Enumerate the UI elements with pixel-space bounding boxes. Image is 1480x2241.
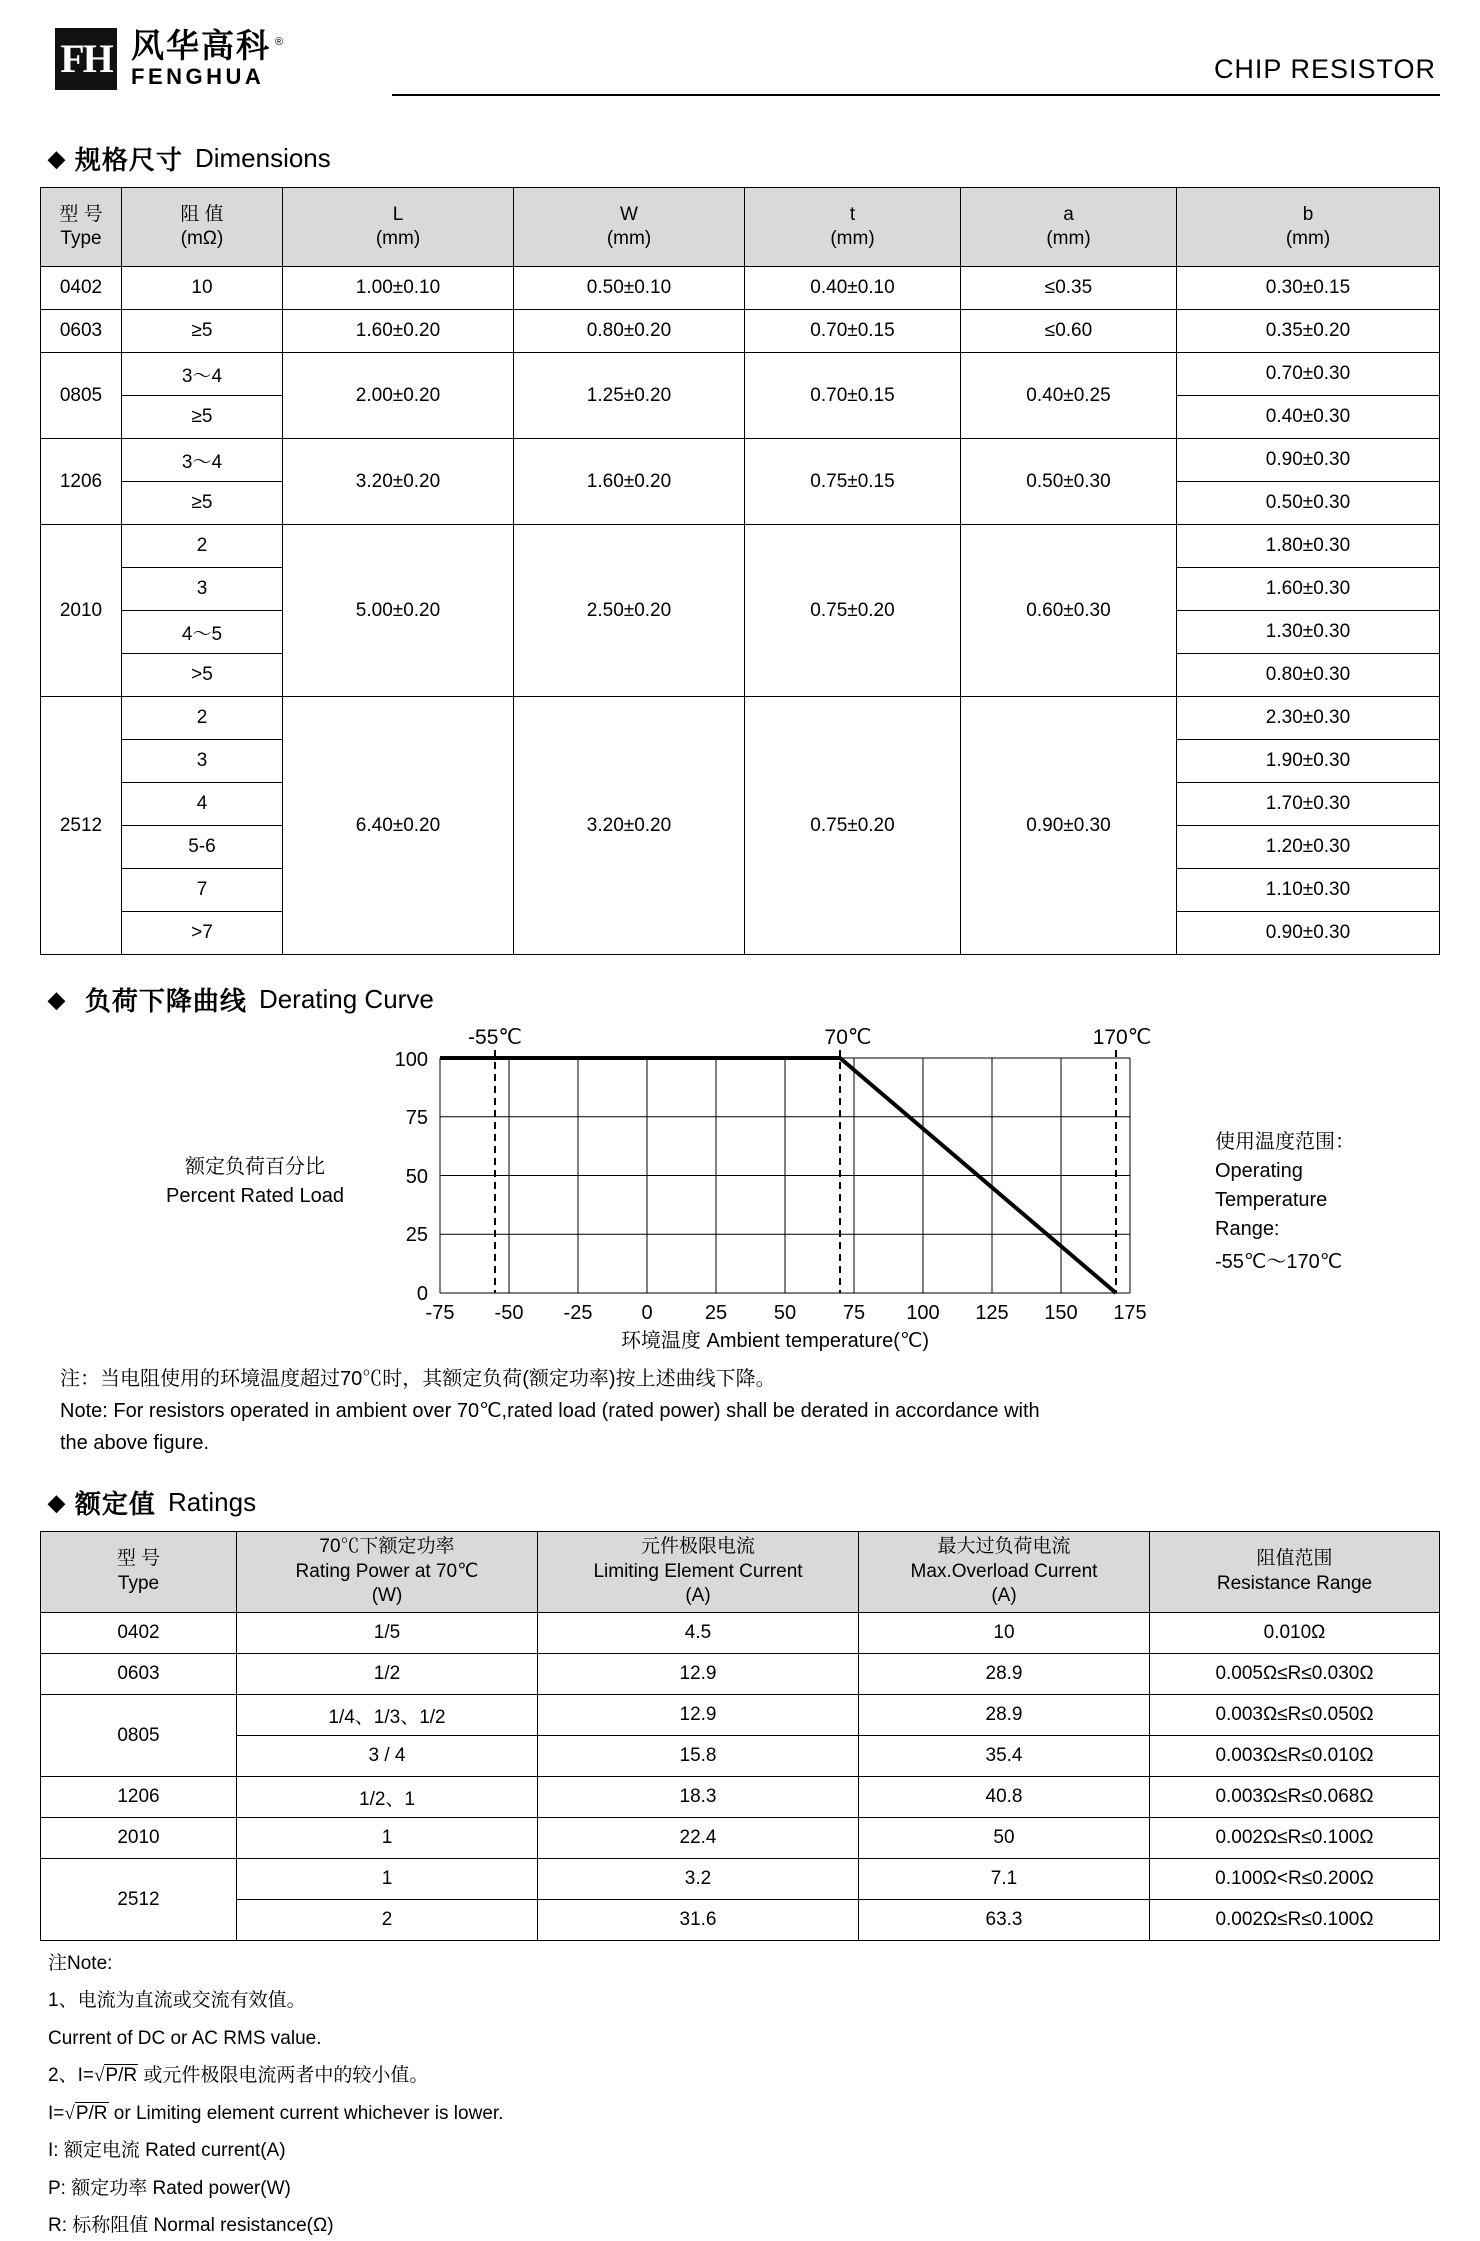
cell-b: 1.20±0.30	[1177, 826, 1440, 869]
cell-t: 0.75±0.20	[745, 697, 961, 955]
col-type: 型 号 Type	[41, 1532, 237, 1613]
cell-type: 0402	[41, 267, 122, 310]
dimensions-title-cn: 规格尺寸	[74, 145, 183, 175]
svg-text:25: 25	[704, 1302, 728, 1324]
brand-logo	[55, 28, 285, 90]
cell-b: 1.80±0.30	[1177, 525, 1440, 568]
cell-L: 2.00±0.20	[283, 353, 514, 439]
registered-mark: ®	[275, 35, 286, 48]
cell-resistance: >7	[122, 912, 283, 955]
col-t: t (mm)	[745, 188, 961, 267]
svg-text:25: 25	[405, 1224, 428, 1246]
col-b: b (mm)	[1177, 188, 1440, 267]
cell-resistance: ≥5	[122, 396, 283, 439]
cell-resistance: 2	[122, 697, 283, 740]
derating-note-en1: Note: For resistors operated in ambient over 70℃,rated load (rated power) shall be derated in accordance with	[60, 1400, 1040, 1422]
cell-a: 0.50±0.30	[961, 439, 1177, 525]
page-header	[40, 18, 1440, 114]
cell-overload: 50	[859, 1818, 1150, 1859]
svg-text:150: 150	[1044, 1302, 1078, 1324]
table-row	[41, 267, 1440, 310]
op-temp-en1: Operating	[1215, 1160, 1303, 1182]
svg-text:75: 75	[842, 1302, 866, 1324]
cell-range: 0.002Ω≤R≤0.100Ω	[1150, 1900, 1440, 1941]
table-row	[41, 310, 1440, 353]
operating-temp-caption	[1215, 1128, 1475, 1277]
svg-text:125: 125	[975, 1302, 1009, 1324]
cell-t: 0.70±0.15	[745, 310, 961, 353]
ratings-title-en: Ratings	[167, 1487, 257, 1517]
svg-text:100: 100	[394, 1049, 428, 1071]
col-L: L (mm)	[283, 188, 514, 267]
col-type: 型 号 Type	[41, 188, 122, 267]
sqrt-icon: √	[64, 2102, 75, 2124]
cell-b: 1.30±0.30	[1177, 611, 1440, 654]
logo-mark-text: FH	[60, 36, 112, 81]
cell-limit: 18.3	[538, 1777, 859, 1818]
cell-power: 1	[237, 1818, 538, 1859]
cell-W: 0.50±0.10	[514, 267, 745, 310]
cell-limit: 12.9	[538, 1695, 859, 1736]
dimensions-table	[40, 187, 1440, 955]
derating-chart	[370, 1028, 1180, 1358]
cell-resistance: 4	[122, 783, 283, 826]
cell-t: 0.75±0.20	[745, 525, 961, 697]
table-row	[41, 525, 1440, 568]
svg-text:-75: -75	[425, 1302, 455, 1324]
table-row	[41, 1695, 1440, 1736]
brand-text	[131, 26, 286, 90]
cell-a: ≤0.35	[961, 267, 1177, 310]
svg-text:0: 0	[641, 1302, 653, 1324]
cell-range: 0.003Ω≤R≤0.050Ω	[1150, 1695, 1440, 1736]
table-header-row	[41, 1532, 1440, 1613]
derating-title-en: Derating Curve	[258, 984, 434, 1014]
cell-range: 0.100Ω<R≤0.200Ω	[1150, 1859, 1440, 1900]
cell-overload: 35.4	[859, 1736, 1150, 1777]
cell-W: 1.60±0.20	[514, 439, 745, 525]
derating-note	[60, 1364, 1440, 1458]
svg-text:-25: -25	[563, 1302, 593, 1324]
cell-a: 0.40±0.25	[961, 353, 1177, 439]
cell-type: 1206	[41, 1777, 237, 1818]
cell-type: 0603	[41, 310, 122, 353]
cell-resistance: 3～4	[122, 439, 283, 482]
table-row	[41, 439, 1440, 482]
cell-power: 1/2、1	[237, 1777, 538, 1818]
svg-text:100: 100	[906, 1302, 940, 1324]
ratings-section	[40, 1484, 1440, 1941]
cell-L: 3.20±0.20	[283, 439, 514, 525]
fenghua-logo-icon	[55, 28, 117, 90]
cell-t: 0.40±0.10	[745, 267, 961, 310]
cell-power: 1	[237, 1859, 538, 1900]
note-symbol-I: I: 额定电流 Rated current(A)	[48, 2140, 286, 2162]
op-temp-en2: Temperature	[1215, 1189, 1328, 1211]
cell-power: 3 / 4	[237, 1736, 538, 1777]
cell-b: 0.35±0.20	[1177, 310, 1440, 353]
cell-resistance: 2	[122, 525, 283, 568]
brand-name-en: FENGHUA	[131, 64, 265, 90]
cell-type: 2010	[41, 1818, 237, 1859]
cell-b: 1.60±0.30	[1177, 568, 1440, 611]
cell-resistance: >5	[122, 654, 283, 697]
cell-W: 1.25±0.20	[514, 353, 745, 439]
table-row	[41, 1777, 1440, 1818]
annotation-minus55: -55℃	[468, 1028, 522, 1049]
cell-L: 5.00±0.20	[283, 525, 514, 697]
col-a: a (mm)	[961, 188, 1177, 267]
dimensions-title	[48, 140, 1440, 177]
cell-type: 2010	[41, 525, 122, 697]
table-row	[41, 697, 1440, 740]
svg-text:75: 75	[405, 1107, 428, 1129]
derating-note-en2: the above figure.	[60, 1432, 209, 1454]
cell-limit: 12.9	[538, 1654, 859, 1695]
cell-b: 0.70±0.30	[1177, 353, 1440, 396]
cell-resistance: 5-6	[122, 826, 283, 869]
cell-t: 0.75±0.15	[745, 439, 961, 525]
table-header-row	[41, 188, 1440, 267]
cell-b: 1.10±0.30	[1177, 869, 1440, 912]
note-title: 注Note:	[48, 1953, 113, 1974]
cell-limit: 3.2	[538, 1859, 859, 1900]
cell-b: 0.30±0.15	[1177, 267, 1440, 310]
cell-power: 1/2	[237, 1654, 538, 1695]
cell-limit: 22.4	[538, 1818, 859, 1859]
derating-title	[48, 981, 1440, 1018]
diamond-bullet-icon: ◆	[48, 145, 65, 171]
datasheet-page	[0, 18, 1480, 2237]
derating-chart-block	[40, 1028, 1440, 1358]
table-row	[41, 353, 1440, 396]
cell-a: 0.60±0.30	[961, 525, 1177, 697]
cell-resistance: ≥5	[122, 482, 283, 525]
cell-resistance: 7	[122, 869, 283, 912]
cell-type: 2512	[41, 1859, 237, 1941]
svg-text:175: 175	[1113, 1302, 1147, 1324]
note-symbol-R: R: 标称阻值 Normal resistance(Ω)	[48, 2215, 334, 2237]
col-rating-power: 70℃下额定功率 Rating Power at 70℃ (W)	[237, 1532, 538, 1613]
cell-L: 1.00±0.10	[283, 267, 514, 310]
cell-b: 0.80±0.30	[1177, 654, 1440, 697]
annotation-70: 70℃	[824, 1028, 872, 1049]
svg-text:50: 50	[773, 1302, 797, 1324]
table-row	[41, 1900, 1440, 1941]
derating-section	[40, 981, 1440, 1018]
svg-text:-50: -50	[494, 1302, 524, 1324]
cell-b: 0.90±0.30	[1177, 912, 1440, 955]
cell-power: 1/5	[237, 1613, 538, 1654]
cell-b: 1.70±0.30	[1177, 783, 1440, 826]
cell-b: 2.30±0.30	[1177, 697, 1440, 740]
cell-limit: 15.8	[538, 1736, 859, 1777]
cell-range: 0.002Ω≤R≤0.100Ω	[1150, 1818, 1440, 1859]
page-title: CHIP RESISTOR	[1213, 54, 1436, 84]
op-temp-cn: 使用温度范围：	[1215, 1131, 1355, 1153]
note-2-en: I=√P/R or Limiting element current whichever is lower.	[48, 2102, 504, 2124]
cell-type: 1206	[41, 439, 122, 525]
ratings-notes	[48, 1949, 1440, 2241]
cell-W: 3.20±0.20	[514, 697, 745, 955]
cell-power: 2	[237, 1900, 538, 1941]
cell-type: 0402	[41, 1613, 237, 1654]
cell-overload: 28.9	[859, 1695, 1150, 1736]
cell-power: 1/4、1/3、1/2	[237, 1695, 538, 1736]
annotation-170: 170℃	[1092, 1028, 1152, 1049]
cell-range: 0.005Ω≤R≤0.030Ω	[1150, 1654, 1440, 1695]
dimensions-title-en: Dimensions	[194, 143, 331, 173]
col-resistance-range: 阻值范围 Resistance Range	[1150, 1532, 1440, 1613]
cell-overload: 10	[859, 1613, 1150, 1654]
cell-resistance: 3～4	[122, 353, 283, 396]
chart-y-axis-caption	[120, 1153, 390, 1211]
cell-overload: 63.3	[859, 1900, 1150, 1941]
cell-W: 2.50±0.20	[514, 525, 745, 697]
cell-range: 0.010Ω	[1150, 1613, 1440, 1654]
cell-range: 0.003Ω≤R≤0.068Ω	[1150, 1777, 1440, 1818]
ratings-title	[48, 1484, 1440, 1521]
derating-note-cn: 注：当电阻使用的环境温度超过70℃时，其额定负荷(额定功率)按上述曲线下降。	[60, 1368, 776, 1390]
cell-W: 0.80±0.20	[514, 310, 745, 353]
brand-name-cn: 风华高科 ®	[131, 26, 286, 64]
diamond-bullet-icon: ◆	[48, 1489, 65, 1515]
caption-cn: 额定负荷百分比	[185, 1156, 325, 1178]
diamond-bullet-icon: ◆	[48, 986, 65, 1012]
header-divider	[392, 94, 1440, 96]
cell-t: 0.70±0.15	[745, 353, 961, 439]
cell-b: 1.90±0.30	[1177, 740, 1440, 783]
table-row	[41, 1818, 1440, 1859]
cell-b: 0.40±0.30	[1177, 396, 1440, 439]
chart-x-axis-label: 环境温度 Ambient temperature(℃)	[620, 1330, 930, 1352]
dimensions-section	[40, 140, 1440, 955]
sqrt-icon: √	[93, 2065, 105, 2087]
col-resistance: 阻 值 (mΩ)	[122, 188, 283, 267]
op-temp-range: -55℃～170℃	[1215, 1251, 1343, 1273]
derating-title-cn: 负荷下降曲线	[84, 986, 247, 1016]
table-row	[41, 1613, 1440, 1654]
cell-overload: 28.9	[859, 1654, 1150, 1695]
cell-L: 6.40±0.20	[283, 697, 514, 955]
cell-overload: 40.8	[859, 1777, 1150, 1818]
cell-type: 2512	[41, 697, 122, 955]
note-1-cn: 1、电流为直流或交流有效值。	[48, 1990, 306, 2012]
cell-b: 0.90±0.30	[1177, 439, 1440, 482]
cell-type: 0805	[41, 1695, 237, 1777]
cell-resistance: ≥5	[122, 310, 283, 353]
cell-range: 0.003Ω≤R≤0.010Ω	[1150, 1736, 1440, 1777]
cell-resistance: 3	[122, 568, 283, 611]
note-symbol-P: P: 额定功率 Rated power(W)	[48, 2177, 291, 2199]
col-overload-current: 最大过负荷电流 Max.Overload Current (A)	[859, 1532, 1150, 1613]
cell-limit: 31.6	[538, 1900, 859, 1941]
note-1-en: Current of DC or AC RMS value.	[48, 2027, 322, 2049]
ratings-table	[40, 1531, 1440, 1941]
cell-resistance: 10	[122, 267, 283, 310]
table-row	[41, 1654, 1440, 1695]
cell-resistance: 4～5	[122, 611, 283, 654]
ratings-title-cn: 额定值	[74, 1489, 156, 1519]
cell-overload: 7.1	[859, 1859, 1150, 1900]
svg-text:0: 0	[416, 1283, 428, 1305]
note-2-cn: 2、I=√P/R 或元件极限电流两者中的较小值。	[48, 2065, 429, 2087]
cell-L: 1.60±0.20	[283, 310, 514, 353]
col-limiting-current: 元件极限电流 Limiting Element Current (A)	[538, 1532, 859, 1613]
cell-a: 0.90±0.30	[961, 697, 1177, 955]
cell-b: 0.50±0.30	[1177, 482, 1440, 525]
cell-type: 0603	[41, 1654, 237, 1695]
table-row	[41, 1736, 1440, 1777]
table-row	[41, 1859, 1440, 1900]
cell-limit: 4.5	[538, 1613, 859, 1654]
col-W: W (mm)	[514, 188, 745, 267]
cell-type: 0805	[41, 353, 122, 439]
cell-resistance: 3	[122, 740, 283, 783]
caption-en: Percent Rated Load	[166, 1185, 344, 1207]
svg-text:50: 50	[405, 1166, 428, 1188]
op-temp-en3: Range:	[1215, 1218, 1280, 1240]
cell-a: ≤0.60	[961, 310, 1177, 353]
